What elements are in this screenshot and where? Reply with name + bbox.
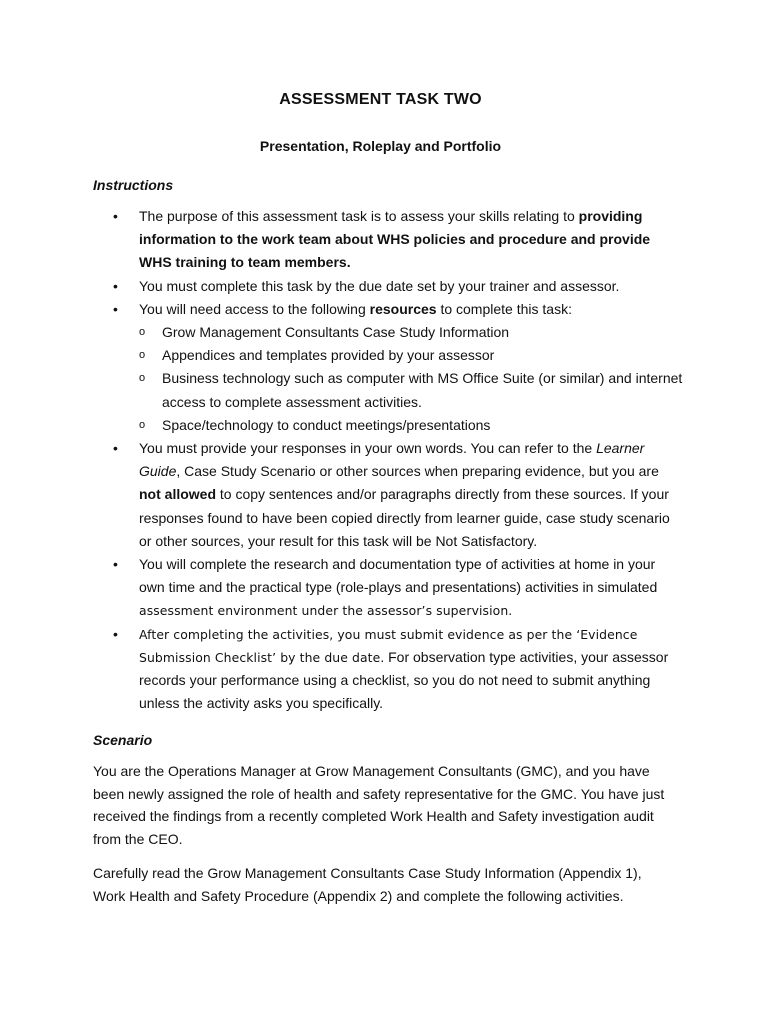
list-item bbox=[93, 623, 683, 716]
sub-bullet-icon: o bbox=[139, 372, 146, 385]
list-item bbox=[93, 553, 683, 623]
item-text: You will need access to the following bbox=[139, 300, 370, 317]
item-text: assessment environment under the assessor’s supervision. bbox=[139, 603, 513, 619]
item-text: to copy sentences and/or paragraphs directly from these sources. If your responses found to have been copied directly from learner guide, case study scenario or other sources, your result for this task will be Not Satisfactory. bbox=[139, 486, 670, 549]
bullet-icon: • bbox=[113, 556, 118, 573]
scenario-paragraph: Carefully read the Grow Management Consultants Case Study Information (Appendix 1), Work Health and Safety Procedure (Appendix 2) and complete the following activities. bbox=[93, 865, 642, 904]
list-item bbox=[93, 298, 683, 321]
item-text: You must provide your responses in your own words. You can refer to the bbox=[139, 440, 597, 457]
instructions-heading: Instructions bbox=[93, 177, 174, 193]
instructions-list bbox=[93, 205, 683, 715]
list-item bbox=[93, 275, 683, 298]
sub-list-item bbox=[93, 367, 683, 413]
sub-list-item bbox=[93, 321, 683, 344]
bullet-icon: • bbox=[113, 625, 118, 642]
sub-item-text: Business technology such as computer with MS Office Suite (or similar) and internet access to complete assessment activities. bbox=[162, 370, 683, 410]
sub-item-text: Appendices and templates provided by your assessor bbox=[162, 347, 495, 364]
item-text: , Case Study Scenario or other sources when preparing evidence, but you are bbox=[176, 463, 659, 480]
list-item bbox=[93, 205, 683, 275]
sub-list-item bbox=[93, 344, 683, 367]
scenario-heading: Scenario bbox=[93, 732, 153, 748]
page-subtitle: Presentation, Roleplay and Portfolio bbox=[259, 138, 502, 154]
item-text: You must complete this task by the due date set by your trainer and assessor. bbox=[139, 277, 620, 294]
page-title: ASSESSMENT TASK TWO bbox=[279, 91, 482, 108]
sub-bullet-icon: o bbox=[139, 326, 146, 339]
sub-item-text: Space/technology to conduct meetings/presentations bbox=[162, 416, 491, 433]
bullet-icon: • bbox=[113, 208, 118, 224]
item-text: You will complete the research and documentation type of activities at home in your own time and the practical type (role-plays and presentations) activities in simulated bbox=[139, 556, 658, 596]
item-bold-text: resources bbox=[369, 300, 437, 317]
item-italic-text: Learner Guide bbox=[139, 440, 645, 480]
bullet-icon: • bbox=[113, 277, 118, 294]
item-text: After completing the activities, you must submit evidence as per the ‘Evidence Submission Checklist’ by the due date bbox=[139, 626, 638, 665]
item-bold-text: providing information to the work team about WHS policies and procedure and provide WHS training to team members. bbox=[139, 208, 651, 271]
item-text: to complete this task: bbox=[436, 300, 572, 317]
sub-bullet-icon: o bbox=[139, 418, 146, 431]
item-bold-text: not allowed bbox=[139, 486, 216, 503]
item-text: The purpose of this assessment task is to assess your skills relating to bbox=[139, 208, 579, 224]
sub-item-text: Grow Management Consultants Case Study Information bbox=[162, 324, 510, 341]
list-item bbox=[93, 437, 683, 553]
bullet-icon: • bbox=[113, 440, 118, 457]
scenario-paragraph: You are the Operations Manager at Grow Management Consultants (GMC), and you have been newly assigned the role of health and safety representative for the GMC. You have just received the findings from a recently completed Work Health and Safety investigation audit from the CEO. bbox=[93, 763, 665, 847]
sub-list-item bbox=[93, 414, 683, 437]
sub-bullet-icon: o bbox=[139, 349, 146, 362]
bullet-icon: • bbox=[113, 300, 118, 317]
item-text: . For observation type activities, your assessor records your performance using a checklist, so you do not need to submit anything unless the activity asks you specifically. bbox=[139, 648, 669, 712]
